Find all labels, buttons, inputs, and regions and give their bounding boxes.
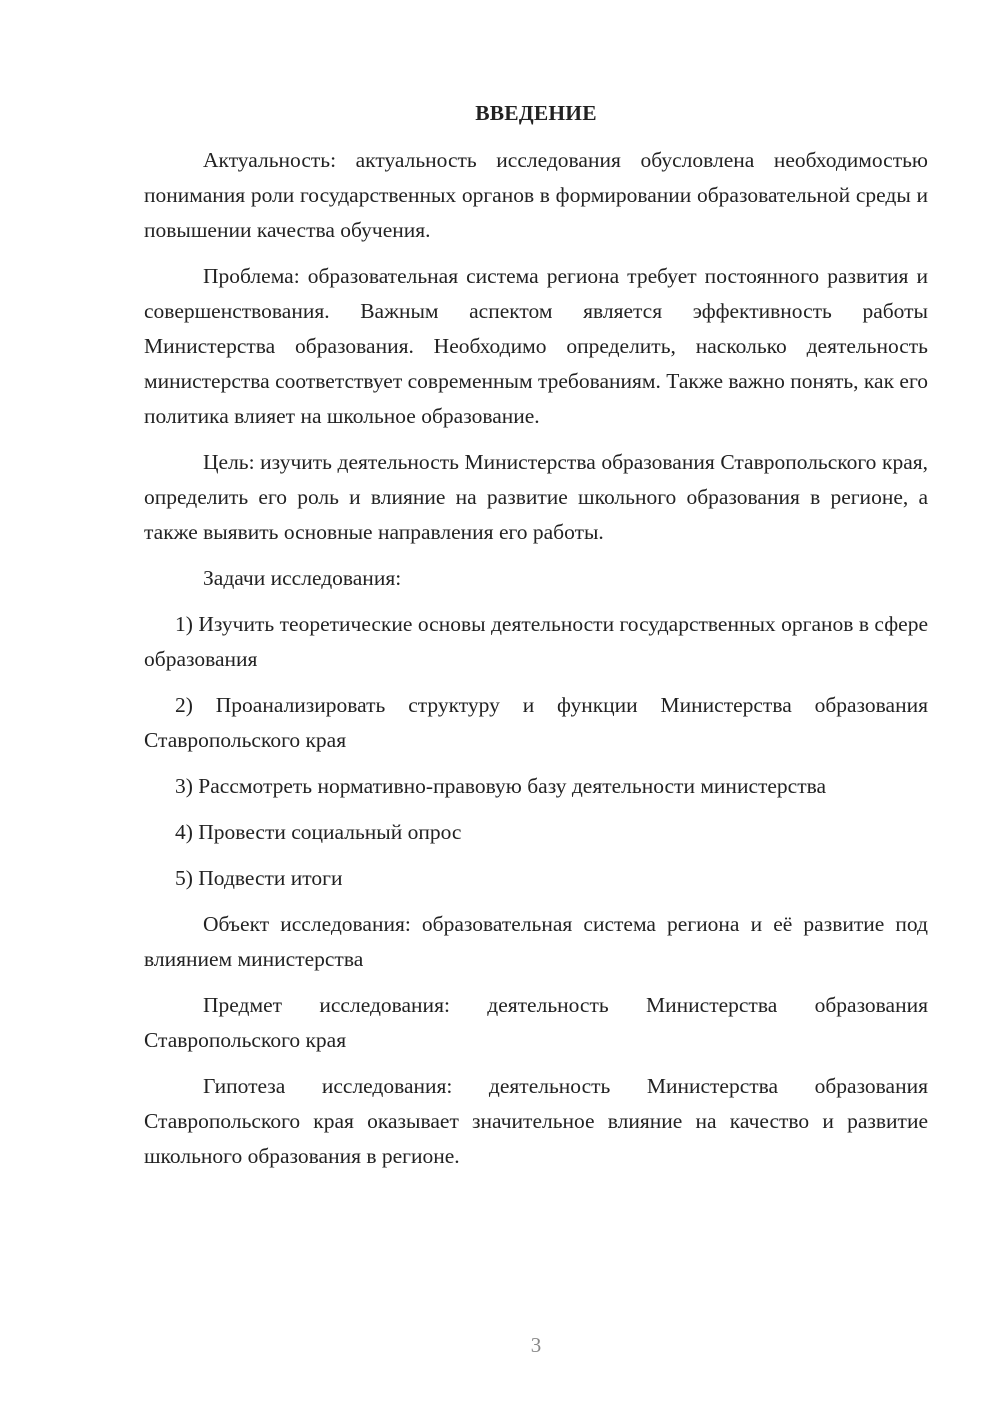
page-number: 3 [530,1333,542,1357]
page-title: ВВЕДЕНИЕ [475,101,597,125]
relevance-paragraph: Актуальность: актуальность исследования обусловлена необходимостью понимания роли государственных органов в формировании образовательной среды и повышении качества обучения. [144,148,928,242]
task-item-1: 1) Изучить теоретические основы деятельности государственных органов в сфере образования [144,612,928,671]
subject-paragraph: Предмет исследования: деятельность Министерства образования Ставропольского края [144,993,928,1052]
hypothesis-paragraph: Гипотеза исследования: деятельность Министерства образования Ставропольского края оказывает значительное влияние на качество и развитие школьного образования в регионе. [144,1074,928,1168]
task-item-2: 2) Проанализировать структуру и функции Министерства образования Ставропольского края [144,693,928,752]
object-paragraph: Объект исследования: образовательная система региона и её развитие под влиянием министерства [144,912,928,971]
task-item-5: 5) Подвести итоги [175,866,343,890]
problem-paragraph: Проблема: образовательная система региона требует постоянного развития и совершенствования. Важным аспектом является эффективность работы Министерства образования. Необходимо определить, насколько деятельность министерства соответствует современным требованиям. Также важно понять, как его политика влияет на школьное образование. [144,264,928,428]
task-item-4: 4) Провести социальный опрос [175,820,462,844]
task-item-3: 3) Рассмотреть нормативно-правовую базу деятельности министерства [175,774,827,798]
goal-paragraph: Цель: изучить деятельность Министерства образования Ставропольского края, определить его роль и влияние на развитие школьного образования в регионе, а также выявить основные направления его работы. [144,450,928,544]
document-page [144,96,928,1185]
tasks-intro: Задачи исследования: [203,566,402,590]
